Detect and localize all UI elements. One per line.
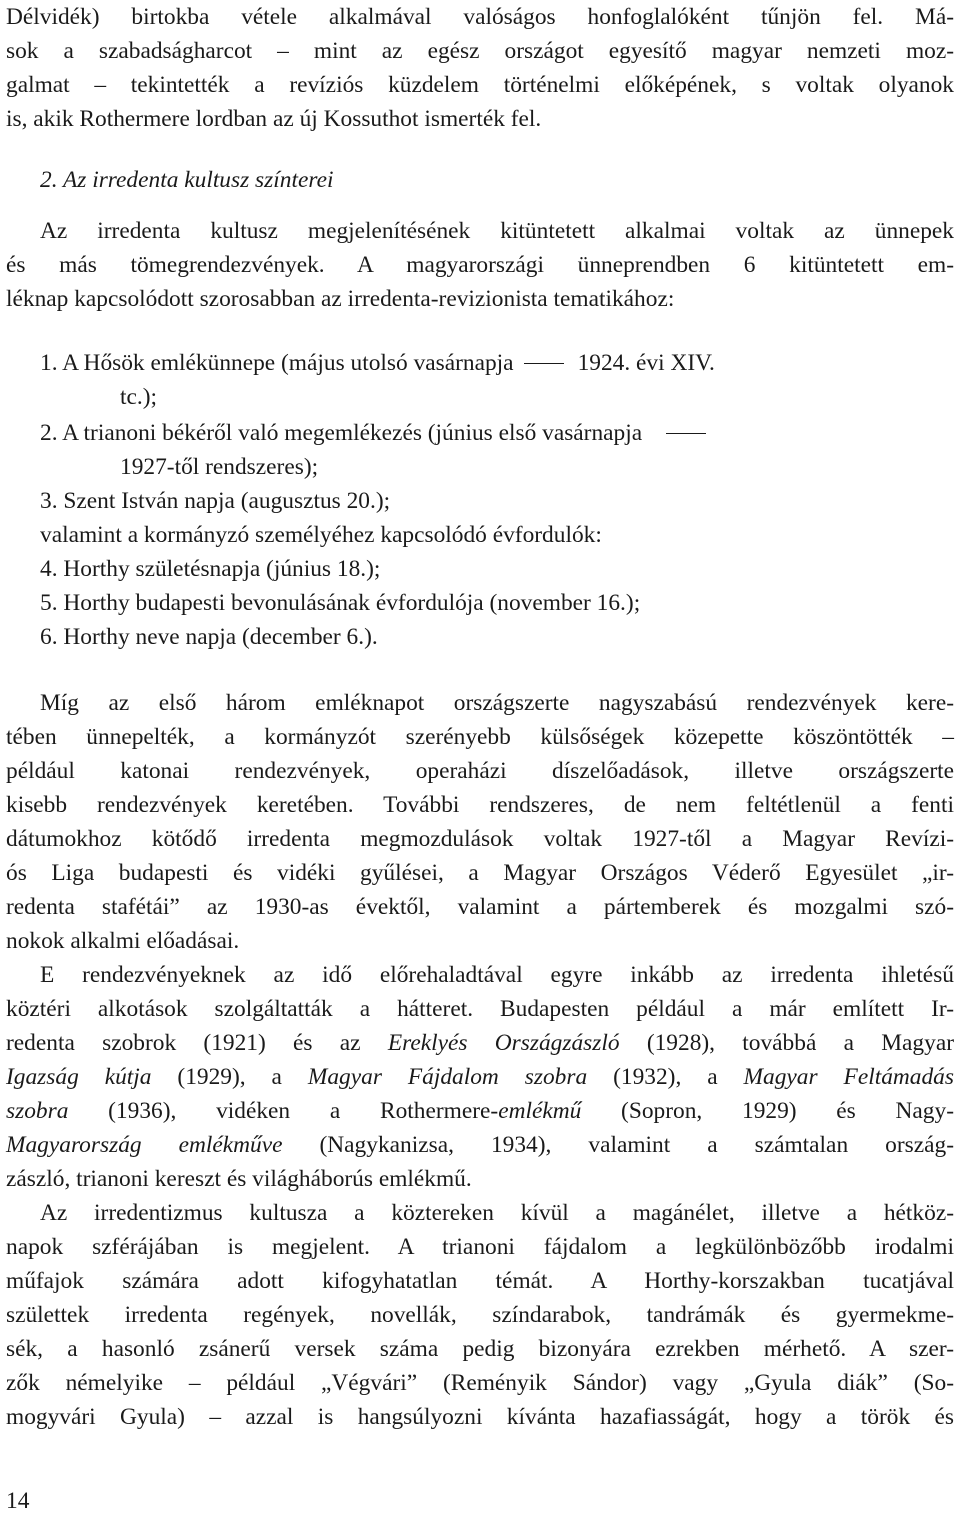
paragraph-line: például katonai rendezvények, operaházi díszelőadások, illetve országszerte — [6, 758, 954, 784]
paragraph-line: és más tömegrendezvények. A magyarországi ünneprendben 6 kitüntetett em- — [6, 252, 954, 278]
paragraph-line: napok szférájában is megjelent. A trianoni fájdalom a legkülönbözőbb irodalmi — [6, 1234, 954, 1260]
paragraph-line: Az irredentizmus kultusza a köztereken kívül a magánélet, illetve a hétköz- — [40, 1200, 954, 1226]
text-run: (1932), a — [587, 1064, 744, 1090]
italic-title: Magyar Fájdalom szobra — [307, 1064, 588, 1090]
list-item-text: 2. A trianoni békéről való megemlékezés (június első vasárnapja — [40, 420, 643, 446]
paragraph-line — [6, 1060, 954, 1094]
text-run: (1936), vidéken a Rothermere- — [68, 1098, 499, 1124]
italic-title: Ereklyés Országzászló — [387, 1030, 620, 1056]
section-heading: 2. Az irredenta kultusz színterei — [40, 167, 334, 193]
paragraph-line: nokok alkalmi előadásai. — [6, 928, 240, 954]
list-item-continuation: 1927-től rendszeres); — [120, 454, 319, 480]
list-item-text: 1924. évi XIV. — [577, 350, 715, 376]
italic-title: szobra — [6, 1098, 69, 1124]
paragraph-line: Míg az első három emléknapot országszerte nagyszabású rendezvények kere- — [40, 690, 954, 716]
document-page — [6, 0, 954, 1517]
paragraph-line: kisebb rendezvények keretében. További rendszeres, de nem feltétlenül a fenti — [6, 792, 954, 818]
italic-title: Magyarország emlékműve — [6, 1132, 283, 1158]
paragraph-line — [6, 1094, 954, 1128]
paragraph-line: mogyvári Gyula) – azzal is hangsúlyozni kívánta hazafiasságát, hogy a török és — [6, 1404, 954, 1430]
list-item — [40, 416, 954, 450]
text-run: (Nagykanizsa, 1934), valamint a számtalan ország- — [282, 1132, 954, 1158]
paragraph-line: redenta stafétái” az 1930-as évektől, valamint a pártemberek és mozgalmi szó- — [6, 894, 954, 920]
intro-line: sok a szabadságharcot – mint az egész országot egyesítő magyar nemzeti moz- — [6, 38, 954, 64]
list-item — [40, 346, 954, 380]
italic-title: emlékmű — [498, 1098, 582, 1124]
italic-title: Igazság kútja — [6, 1064, 152, 1090]
text-run: (Sopron, 1929) és — [581, 1098, 896, 1124]
intro-line: galmat – tekintették a revíziós küzdelem történelmi előképének, s voltak olyanok — [6, 72, 954, 98]
list-item: 3. Szent István napja (augusztus 20.); — [40, 488, 391, 514]
list-interlude: valamint a kormányzó személyéhez kapcsolódó évfordulók: — [40, 522, 602, 548]
paragraph-line: műfajok számára adott kifogyhatatlan témát. A Horthy-korszakban tucatjával — [6, 1268, 954, 1294]
paragraph-line: sék, a hasonló zsánerű versek száma pedig bizonyára ezrekben mérhető. A szer- — [6, 1336, 954, 1362]
page-number: 14 — [6, 1488, 30, 1514]
intro-line: is, akik Rothermere lordban az új Kossuthot ismerték fel. — [6, 106, 542, 132]
intro-line: Délvidék) birtokba vétele alkalmával valóságos honfoglalóként tűnjön fel. Má- — [6, 4, 954, 30]
paragraph-line — [6, 1128, 954, 1162]
list-item: 6. Horthy neve napja (december 6.). — [40, 624, 378, 650]
paragraph-line: zők némelyike – például „Végvári” (Reményik Sándor) vagy „Gyula diák” (So- — [6, 1370, 954, 1396]
paragraph-line: tében ünnepelték, a kormányzót szerényebb külsőségek közepette köszöntötték – — [6, 724, 954, 750]
text-run: redenta szobrok (1921) és az — [6, 1030, 388, 1056]
list-item-text: 1. A Hősök emlékünnepe (május utolsó vasárnapja — [40, 350, 514, 376]
dash-rule — [524, 363, 564, 365]
list-item: 5. Horthy budapesti bevonulásának évfordulója (november 16.); — [40, 590, 641, 616]
paragraph-line: zászló, trianoni kereszt és világháborús emlékmű. — [6, 1166, 472, 1192]
paragraph-line: ós Liga budapesti és vidéki gyűlései, a Magyar Országos Véderő Egyesület „ir- — [6, 860, 954, 886]
italic-title: Magyar Feltámadás — [743, 1064, 954, 1090]
paragraph-line: Az irredenta kultusz megjelenítésének kitüntetett alkalmai voltak az ünnepek — [40, 218, 954, 244]
text-run: Nagy- — [895, 1098, 954, 1124]
paragraph-line: köztéri alkotások szolgáltatták a hátteret. Budapesten például a már említett Ir- — [6, 996, 954, 1022]
paragraph-line: léknap kapcsolódott szorosabban az irredenta-revizionista tematikához: — [6, 286, 675, 312]
text-run: (1929), a — [151, 1064, 308, 1090]
paragraph-line — [6, 1026, 954, 1060]
list-item-continuation: tc.); — [120, 384, 158, 410]
text-run: (1928), továbbá a Magyar — [619, 1030, 954, 1056]
paragraph-line: dátumokhoz kötődő irredenta megmozdulások voltak 1927-től a Magyar Revízi- — [6, 826, 954, 852]
paragraph-line: születtek irredenta regények, novellák, színdarabok, tandrámák és gyermekme- — [6, 1302, 954, 1328]
paragraph-line: E rendezvényeknek az idő előrehaladtával egyre inkább az irredenta ihletésű — [40, 962, 954, 988]
list-item: 4. Horthy születésnapja (június 18.); — [40, 556, 381, 582]
dash-rule — [666, 433, 706, 435]
